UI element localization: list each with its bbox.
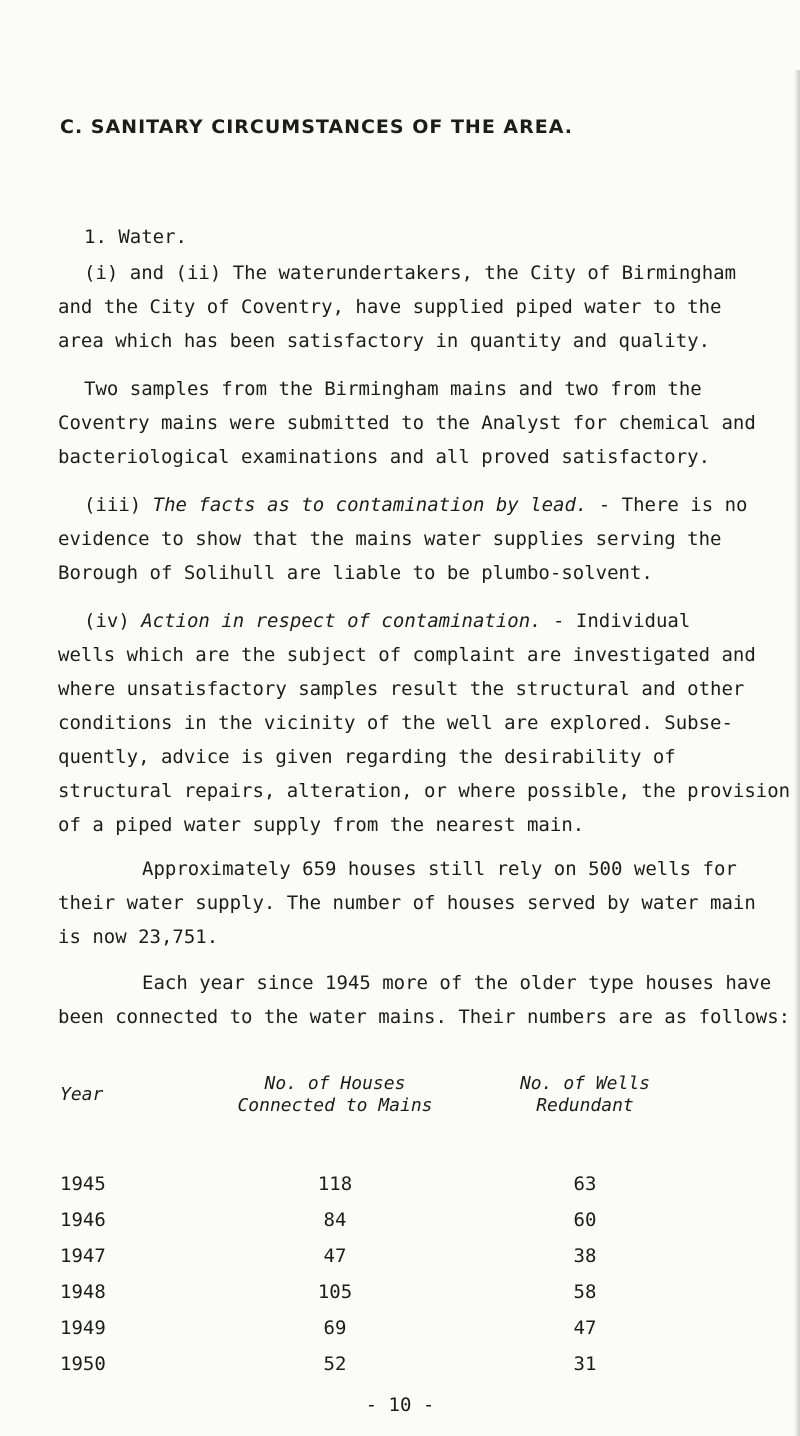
cell-houses: 69 <box>323 1317 347 1339</box>
paragraph-line: where unsatisfactory samples result the structural and other <box>58 678 745 700</box>
paragraph-water-supply <box>58 256 794 358</box>
paragraph-line <box>58 488 794 522</box>
cell-year: 1948 <box>60 1281 106 1303</box>
paragraph-action <box>58 604 794 842</box>
table-header-row <box>60 1060 700 1130</box>
paragraph-line: evidence to show that the mains water supplies serving the <box>58 528 722 550</box>
cell-wells: 58 <box>573 1281 597 1303</box>
paragraph-lead: (iii) <box>84 494 142 516</box>
header-wells-line1: No. of Wells <box>519 1073 651 1094</box>
header-houses-line2: Connected to Mains <box>237 1095 433 1116</box>
paragraph-lead: (iv) <box>84 610 130 632</box>
paragraph-lead-contamination <box>58 488 794 590</box>
paragraph-line: conditions in the vicinity of the well are explored. Subse- <box>58 712 733 734</box>
paragraph-wells-count <box>58 852 794 954</box>
paragraph-text: - There is no <box>587 494 748 516</box>
table-row <box>60 1238 700 1274</box>
table-row <box>60 1202 700 1238</box>
cell-wells: 31 <box>573 1353 597 1375</box>
paragraph-line: bacteriological examinations and all proved satisfactory. <box>58 446 711 468</box>
header-wells <box>470 1060 700 1130</box>
table-row <box>60 1310 700 1346</box>
paragraph-line: is now 23,751. <box>58 926 219 948</box>
header-year: Year <box>60 1084 104 1105</box>
header-houses <box>200 1060 470 1130</box>
paragraph-text: - Individual <box>541 610 691 632</box>
cell-wells: 38 <box>573 1245 597 1267</box>
header-wells-line2: Redundant <box>536 1095 634 1116</box>
subsection-label: 1. Water. <box>84 226 187 248</box>
cell-year: 1950 <box>60 1353 106 1375</box>
cell-houses: 47 <box>323 1245 347 1267</box>
cell-houses: 105 <box>317 1281 353 1303</box>
paragraph-line <box>58 256 794 290</box>
paragraph-line: of a piped water supply from the nearest main. <box>58 814 585 836</box>
cell-wells: 47 <box>573 1317 597 1339</box>
table-spacer <box>60 1130 700 1166</box>
subsection-title <box>84 226 187 248</box>
paragraph-line: quently, advice is given regarding the desirability of <box>58 746 676 768</box>
paragraph-line: Each year since 1945 more of the older type houses have <box>142 972 772 994</box>
paragraph-line: area which has been satisfactory in quantity and quality. <box>58 330 711 352</box>
paragraph-samples <box>58 372 794 474</box>
paragraph-line: been connected to the water mains. Their numbers are as follows: <box>58 1006 791 1028</box>
paragraph-line: Borough of Solihull are liable to be plumbo-solvent. <box>58 562 653 584</box>
paragraph-line: structural repairs, alteration, or where possible, the provision <box>58 780 791 802</box>
paragraph-line: Coventry mains were submitted to the Analyst for chemical and <box>58 412 756 434</box>
page-edge-shadow <box>794 70 800 1436</box>
paragraph-line <box>58 604 794 638</box>
paragraph-line: and the City of Coventry, have supplied piped water to the <box>58 296 722 318</box>
paragraph-line: Approximately 659 houses still rely on 500 wells for <box>142 858 737 880</box>
cell-year: 1945 <box>60 1173 106 1195</box>
paragraph-italic-title: Action in respect of contamination. <box>141 610 542 632</box>
page-number: - 10 - <box>365 1394 435 1416</box>
header-houses-line1: No. of Houses <box>264 1073 406 1094</box>
table-row <box>60 1274 700 1310</box>
paragraph-italic-title: The facts as to contamination by lead. <box>152 494 588 516</box>
cell-year: 1947 <box>60 1245 106 1267</box>
cell-wells: 63 <box>573 1173 597 1195</box>
cell-houses: 84 <box>323 1209 347 1231</box>
connections-table <box>60 1060 700 1382</box>
paragraph-connections <box>58 966 794 1034</box>
paragraph-lead: (i) and (ii) <box>84 262 222 284</box>
paragraph-line: Two samples from the Birmingham mains and two from the <box>84 378 702 400</box>
paragraph-text: The waterundertakers, the City of Birmingham <box>232 262 737 284</box>
section-heading: C. SANITARY CIRCUMSTANCES OF THE AREA. <box>60 116 573 138</box>
cell-houses: 52 <box>323 1353 347 1375</box>
table-row <box>60 1166 700 1202</box>
cell-year: 1949 <box>60 1317 106 1339</box>
table-row <box>60 1346 700 1382</box>
cell-wells: 60 <box>573 1209 597 1231</box>
paragraph-line: wells which are the subject of complaint are investigated and <box>58 644 756 666</box>
cell-houses: 118 <box>317 1173 353 1195</box>
cell-year: 1946 <box>60 1209 106 1231</box>
paragraph-line: their water supply. The number of houses served by water main <box>58 892 756 914</box>
